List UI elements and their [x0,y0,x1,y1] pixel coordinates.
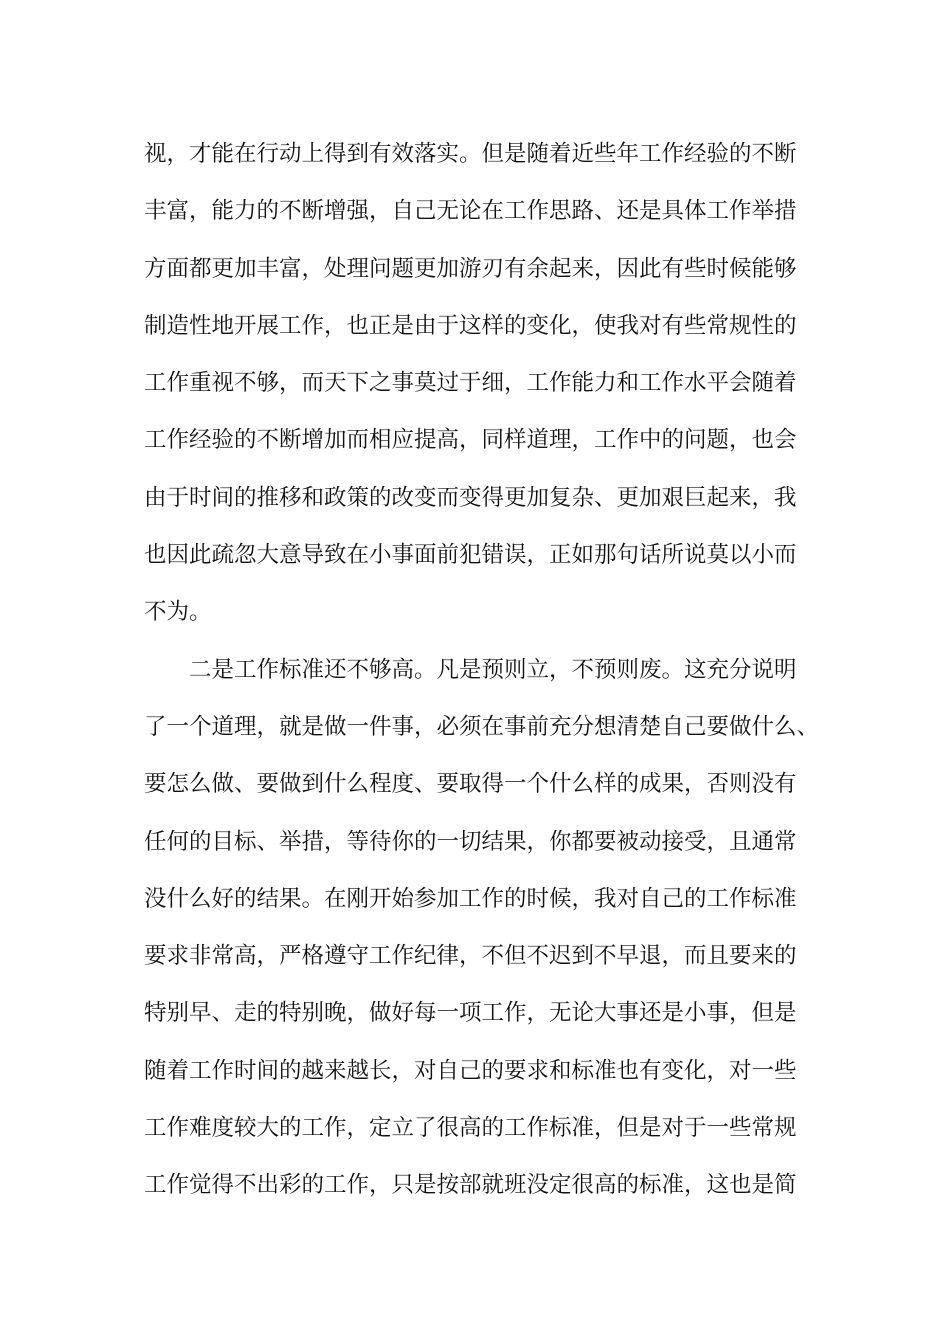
text-line: 不为。 [144,599,212,626]
text-line: 工作觉得不出彩的工作，只是按部就班没定很高的标准，这也是简 [144,1172,797,1199]
text-line: 没什么好的结果。在刚开始参加工作的时候，我对自己的工作标准 [144,885,797,912]
text-line: 任何的目标、举措，等待你的一切结果，你都要被动接受，且通常 [144,828,797,855]
text-line: 视，才能在行动上得到有效落实。但是随着近些年工作经验的不断 [144,141,797,167]
body-text [144,131,824,1220]
text-line: 工作重视不够，而天下之事莫过于细，工作能力和工作水平会随着 [144,370,797,397]
text-line: 由于时间的推移和政策的改变而变得更加复杂、更加艰巨起来，我 [144,484,797,511]
text-line: 方面都更加丰富，处理问题更加游刃有余起来，因此有些时候能够 [144,255,797,282]
text-line: 要怎么做、要做到什么程度、要取得一个什么样的成果，否则没有 [144,771,797,798]
paragraph-start-line: 二是工作标准还不够高。凡是预则立，不预则废。这充分说明 [189,656,797,683]
text-line: 特别早、走的特别晚，做好每一项工作，无论大事还是小事，但是 [144,1000,797,1027]
text-line: 要求非常高，严格遵守工作纪律，不但不迟到不早退，而且要来的 [144,943,797,970]
text-line: 也因此疏忽大意导致在小事面前犯错误，正如那句话所说莫以小而 [144,542,797,569]
text-line: 了一个道理，就是做一件事，必须在事前充分想清楚自己要做什么、 [144,713,820,740]
text-line: 工作难度较大的工作，定立了很高的工作标准，但是对于一些常规 [144,1115,797,1142]
text-line: 随着工作时间的越来越长，对自己的要求和标准也有变化，对一些 [144,1057,797,1084]
text-line: 制造性地开展工作，也正是由于这样的变化，使我对有些常规性的 [144,312,797,339]
text-line: 丰富，能力的不断增强，自己无论在工作思路、还是具体工作举措 [144,198,797,225]
text-line: 工作经验的不断增加而相应提高，同样道理，工作中的问题，也会 [144,427,797,454]
